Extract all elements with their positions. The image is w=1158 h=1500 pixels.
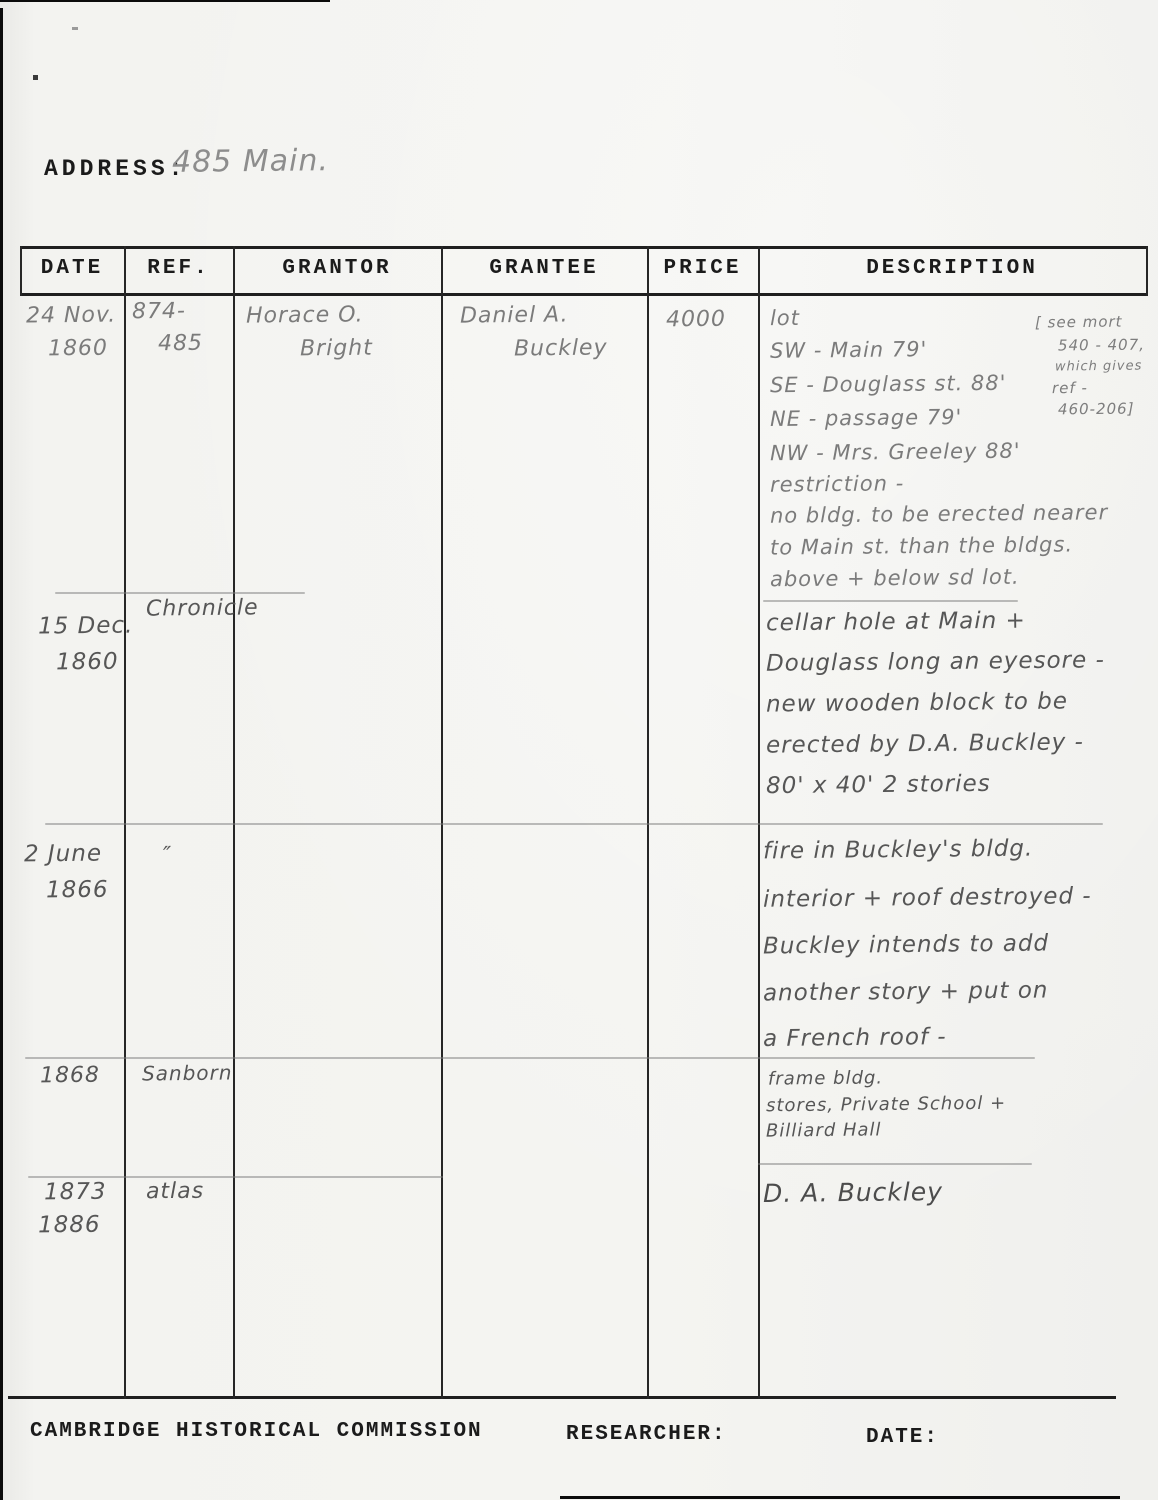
col-header-grantor: GRANTOR [282, 257, 392, 280]
row1-grantee-line: Daniel A. [459, 302, 569, 329]
row4-description-line: Billiard Hall [765, 1119, 882, 1142]
row5-ref: atlas [145, 1178, 205, 1205]
row3-description-line: Buckley intends to add [762, 930, 1050, 960]
address-label: ADDRESS: [44, 156, 187, 182]
row4-description-line: frame bldg. [767, 1067, 884, 1090]
row1-description-line: NW - Mrs. Greeley 88' [769, 438, 1021, 466]
row2-date-line: 15 Dec. [37, 612, 134, 640]
row1-description-line: no bldg. to be erected nearer [769, 500, 1109, 528]
row2-description-line: 80' x 40' 2 stories [765, 770, 991, 800]
row3-description-line: interior + roof destroyed - [762, 883, 1092, 913]
col-header-price: PRICE [663, 257, 742, 280]
row1-description-line: restriction - [769, 471, 905, 497]
row3-date-line: 2 June [23, 840, 103, 868]
table-top-border [20, 246, 1148, 249]
row4-ref: Sanborn [141, 1060, 233, 1086]
row2-description-line: cellar hole at Main + [765, 607, 1026, 637]
row1-description-line: NE - passage 79' [769, 404, 963, 432]
row5-date-line: 1886 [37, 1211, 101, 1239]
date-label: DATE: [866, 1426, 940, 1449]
row1-ref-line: 874- [131, 298, 187, 325]
row1-price: 4000 [665, 306, 727, 333]
scan-edge-left [0, 8, 3, 1500]
row2-ref: Chronicle [145, 595, 259, 622]
row1-margin-note-line: ref - [1051, 378, 1088, 398]
row1-grantee-line: Buckley [513, 335, 608, 362]
row-separator-pencil-line [758, 1163, 1032, 1165]
stray-dot-mark [33, 75, 38, 80]
stray-smudge-mark [72, 27, 78, 30]
row1-margin-note-line: [ see mort [1034, 312, 1123, 332]
row4-description-line: stores, Private School + [765, 1092, 1007, 1117]
row1-grantor-line: Bright [299, 335, 373, 362]
row1-margin-note-line: 460-206] [1057, 399, 1135, 419]
row1-date-line: 1860 [47, 335, 109, 362]
row1-ref-line: 485 [157, 330, 204, 357]
col-header-grantee: GRANTEE [489, 257, 599, 280]
row4-date: 1868 [39, 1062, 101, 1089]
col-header-description: DESCRIPTION [866, 257, 1038, 280]
row3-description-line: fire in Buckley's bldg. [762, 835, 1034, 865]
row3-date-line: 1866 [45, 876, 109, 904]
row1-description-line: SW - Main 79' [769, 337, 928, 363]
row1-description-line: above + below sd lot. [769, 564, 1020, 592]
scan-edge-top [0, 0, 330, 2]
col-header-date: DATE [40, 257, 104, 280]
row5-description-line: D. A. Buckley [762, 1177, 944, 1208]
row1-grantor-line: Horace O. [245, 302, 364, 329]
row-separator-pencil-line [28, 1176, 443, 1178]
commission-title: CAMBRIDGE HISTORICAL COMMISSION [30, 1420, 483, 1443]
row1-margin-note-line: 540 - 407, [1057, 335, 1146, 355]
row1-description-line: to Main st. than the bldgs. [769, 532, 1074, 560]
row2-date-line: 1860 [55, 648, 119, 676]
row-separator-pencil-line [55, 592, 305, 594]
researcher-label: RESEARCHER: [566, 1423, 727, 1446]
row5-date-line: 1873 [43, 1178, 107, 1206]
row-separator-pencil-line [763, 600, 1018, 602]
row-separator-pencil-line [45, 823, 1103, 825]
row3-ref-ditto-mark: ″ [162, 842, 173, 869]
row1-date-line: 24 Nov. [25, 302, 117, 329]
table-header-right-border [1146, 246, 1148, 296]
row2-description-line: new wooden block to be [765, 688, 1069, 718]
table-header-bottom-border [20, 293, 1148, 296]
row1-description-line: lot [769, 305, 801, 331]
row1-description-line: SE - Douglass st. 88' [769, 370, 1007, 398]
address-value: 485 Main. [171, 143, 330, 180]
row3-description-line: another story + put on [762, 977, 1049, 1007]
row1-margin-note-line: which gives [1054, 358, 1143, 375]
row3-description-line: a French roof - [762, 1024, 947, 1052]
row2-description-line: Douglass long an eyesore - [765, 647, 1105, 677]
row2-description-line: erected by D.A. Buckley - [765, 729, 1085, 759]
col-header-ref: REF. [147, 257, 210, 280]
row-separator-pencil-line [25, 1057, 1035, 1059]
scan-edge-bottom [560, 1496, 1120, 1499]
table-bottom-border [8, 1396, 1116, 1399]
